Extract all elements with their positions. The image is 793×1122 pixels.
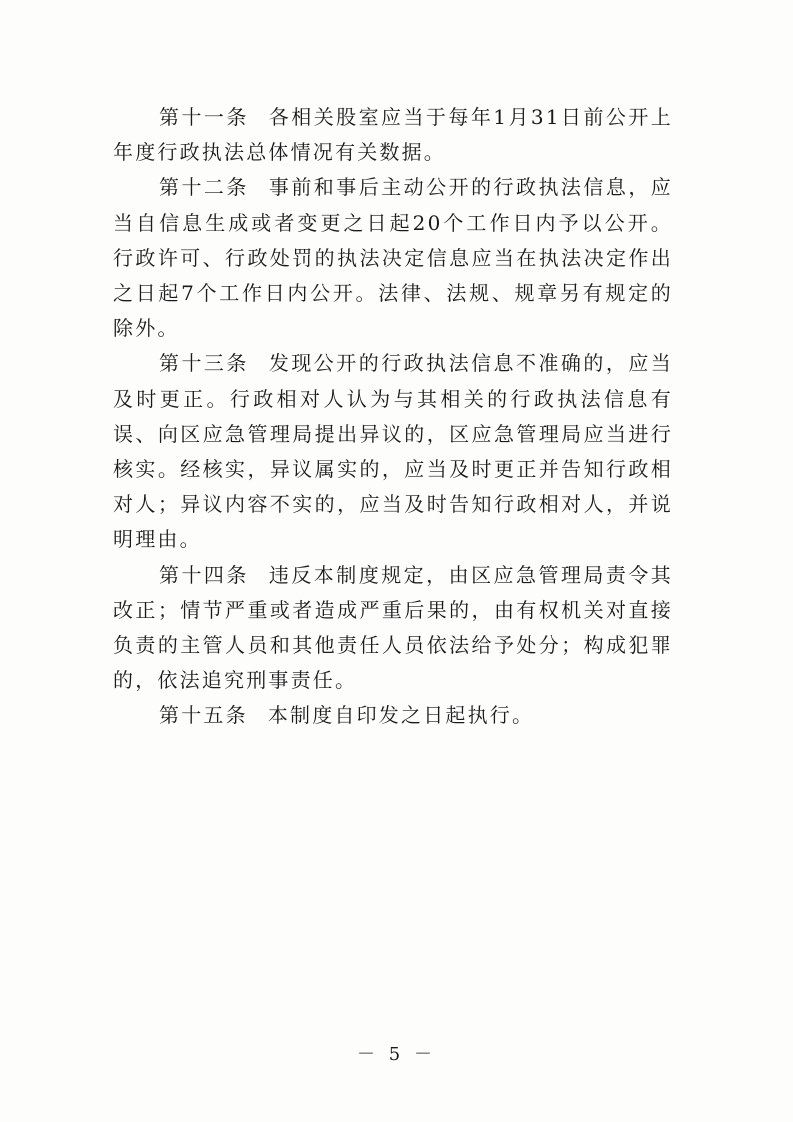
article-15 [113,698,673,733]
article-11 [113,100,673,170]
article-text: 各相关股室应当于每年1月31日前公开上年度行政执法总体情况有关数据。 [113,105,673,165]
article-text: 事前和事后主动公开的行政执法信息，应当自信息生成或者变更之日起20个工作日内予以公开。行政许可、行政处罚的执法决定信息应当在执法决定作出之日起7个工作日内公开。法律、法规、规章另有规定的除外。 [113,175,673,341]
article-text: 违反本制度规定，由区应急管理局责令其改正；情节严重或者造成严重后果的，由有权机关对直接负责的主管人员和其他责任人员依法给予处分；构成犯罪的，依法追究刑事责任。 [113,562,673,693]
article-number: 第十五条 [159,703,248,728]
article-number: 第十四条 [159,562,249,587]
article-13 [113,346,673,557]
page-number: － 5 － [357,1044,436,1065]
article-12 [113,170,673,346]
article-14 [113,558,673,699]
article-number: 第十一条 [159,105,249,129]
article-text: 本制度自印发之日起执行。 [267,703,535,728]
article-number: 第十三条 [159,351,249,376]
article-text: 发现公开的行政执法信息不准确的，应当及时更正。行政相对人认为与其相关的行政执法信息有误、向区应急管理局提出异议的，区应急管理局应当进行核实。经核实，异议属实的，应当及时更正并告知行政相对人；异议内容不实的，应当及时告知行政相对人，并说明理由。 [113,351,673,552]
article-number: 第十二条 [159,175,249,200]
document-body [113,100,673,734]
